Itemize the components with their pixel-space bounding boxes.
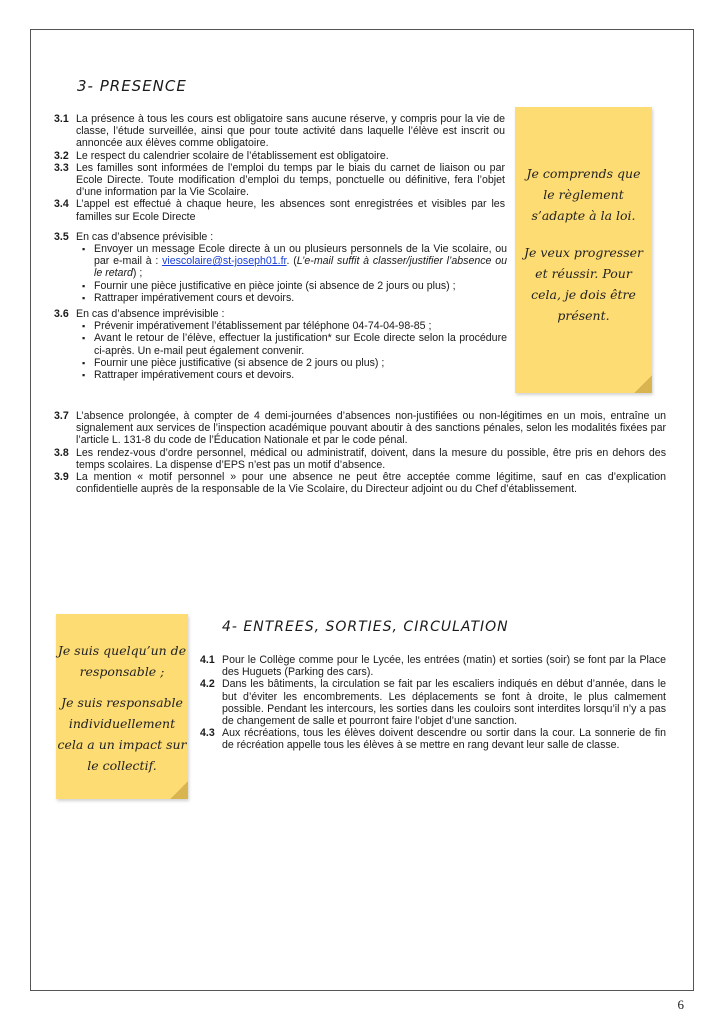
- item-3-7: 3.7 L’absence prolongée, à compter de 4 demi-journées d’absences non-justifiées ou non-légitimes en un mois, entraîne un signalement aux services de l’inspection académique pouvant aboutir à des sanctions pénales, selon les modalités fixées par l’article L. 131-8 du code de l’Éducation Nationale et par le code pénal.: [54, 410, 666, 447]
- page-fold-icon: [634, 375, 652, 393]
- item-3-2: 3.2 Le respect du calendrier scolaire de l’établissement est obligatoire.: [54, 149, 389, 162]
- item-4-2: 4.2 Dans les bâtiments, la circulation se fait par les escaliers indiqués en début d’année, dans le but d’éviter les encombrements. Les déplacements se font à droite, le plus calmement possible. Pendant les intercours, les sorties dans les couloirs sont interdites lorsqu’il n’y a pas de changement de salle et pourront faire l’objet d’une sanction.: [200, 678, 666, 728]
- list-item: ▪ Fournir une pièce justificative en pièce jointe (si absence de 2 jours ou plus) ;: [78, 280, 507, 292]
- section-4-body: [200, 654, 668, 752]
- item-4-1: 4.1 Pour le Collège comme pour le Lycée, les entrées (matin) et sorties (soir) se font par la Place des Huguets (Parking des cars).: [200, 654, 666, 679]
- section-3-body-wide: [54, 410, 668, 495]
- page-fold-icon: [170, 781, 188, 799]
- section-3-body: [54, 113, 507, 381]
- section-3-title: 3- PRESENCE: [77, 77, 187, 95]
- item-4-3: 4.3 Aux récréations, tous les élèves doivent descendre ou sortir dans la cour. La sonnerie de fin de récréation appelle tous les élèves à se mettre en rang devant leur salle de classe.: [200, 727, 666, 752]
- list-item: ▪ Rattraper impérativement cours et devoirs.: [78, 292, 507, 304]
- list-item: ▪ Envoyer un message Ecole directe à un ou plusieurs personnels de la Vie scolaire, ou par e-mail à : viescolaire@st-joseph01.fr. (L’e-mail suffit à classer/justifier l’absence ou le retard) ;: [78, 243, 507, 280]
- list-item: ▪ Rattraper impérativement cours et devoirs.: [78, 369, 507, 381]
- item-3-3: 3.3 Les familles sont informées de l’emploi du temps par le biais du carnet de liaison ou par Ecole Directe. Toute modification d’emploi du temps, ponctuelle ou définitive, fera l’objet d’une information par la Vie Scolaire.: [54, 161, 505, 199]
- list-item: ▪ Fournir une pièce justificative (si absence de 2 jours ou plus) ;: [78, 357, 507, 369]
- section-4-title: 4- ENTREES, SORTIES, CIRCULATION: [222, 619, 509, 635]
- sticky-note-responsabilite: Je suis quelqu’un de responsable ; Je suis responsable individuellement cela a un impact sur le collectif.: [56, 614, 188, 799]
- item-3-9: 3.9 La mention « motif personnel » pour une absence ne peut être acceptée comme légitime, sauf en cas d’explication confidentielle auprès de la responsable de la Vie Scolaire, du Directeur adjoint ou du Chef d’établissement.: [54, 471, 666, 496]
- item-3-6: 3.6 En cas d’absence imprévisible :: [54, 308, 225, 321]
- item-3-4: 3.4 L’appel est effectué à chaque heure, les absences sont enregistrées et visibles par les familles sur Ecole Directe: [54, 198, 505, 223]
- sticky-note-presence: Je comprends que le règlement s’adapte à la loi. Je veux progresser et réussir. Pour cela, je dois être présent.: [515, 107, 652, 393]
- item-3-1: 3.1 La présence à tous les cours est obligatoire sans aucune réserve, y compris pour la vie de classe, l’étude surveillée, ainsi que pour toute activité dans laquelle l’élève est inscrit ou annoncée aux élèves comme obligatoire.: [54, 113, 505, 150]
- item-3-5: 3.5 En cas d’absence prévisible :: [54, 230, 214, 243]
- page-number: 6: [677, 997, 684, 1012]
- list-item: ▪ Prévenir impérativement l’établissement par téléphone 04-74-04-98-85 ;: [78, 320, 507, 332]
- list-item: ▪ Avant le retour de l’élève, effectuer la justification* sur Ecole directe selon la procédure ci-après. Un e-mail peut également convenir.: [78, 332, 507, 356]
- item-3-5-list: [78, 243, 507, 304]
- item-3-6-list: [78, 320, 507, 381]
- email-link[interactable]: viescolaire@st-joseph01.fr: [162, 255, 287, 268]
- item-3-8: 3.8 Les rendez-vous d’ordre personnel, médical ou administratif, doivent, dans la mesure du possible, être pris en dehors des temps scolaires. La dispense d’EPS n’est pas un motif d’absence.: [54, 446, 666, 471]
